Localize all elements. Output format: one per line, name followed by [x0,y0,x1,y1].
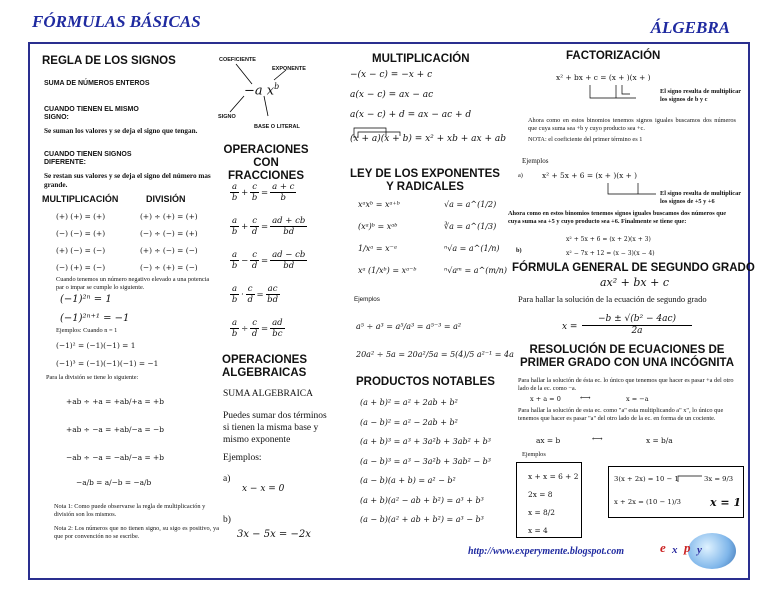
resolucion-examples: Ejemplos [522,451,546,458]
productos-list [360,398,491,535]
signos-div-eq-4: −a/b = a/−b = −a/b [76,478,152,487]
diagram-expression-text: −a x [244,83,275,99]
fraction-denominator: b [231,329,238,339]
signos-div-eq-1: +ab ÷ +a = +ab/+a = +b [66,397,164,406]
factorizacion-note-2: El signo resulta de multiplicar los signos de +5 y +6 [660,190,741,205]
diagram-label-base: BASE O LITERAL [254,124,300,130]
radical-law: √a = a^(1/2) [444,200,497,209]
diagram-arrow [230,96,244,112]
fraction-denominator: d [247,295,253,305]
signos-text-3: Se suman los valores y se deja el signo que tengan. [44,127,198,135]
fraction-numerator: ad [272,318,283,328]
algebraicas-subtitle: SUMA ALGEBRAICA [223,389,313,399]
fraction-denominator: bd [283,261,295,271]
algebraicas-text: Puedes sumar dos términos si tienen la misma base y mismo exponente [223,411,327,445]
foil-arrow [354,128,386,138]
fraction-denominator: d [251,261,258,271]
signos-text-6: Cuando tenemos un número negativo elevado a una potencia par o impar se cumple lo siguiente. [56,276,210,291]
fraction-rule [228,318,343,352]
resolucion-box-2-b: x + 2x = (10 − 1)/3 [614,498,681,506]
signos-text-4: CUANDO TIENEN SIGNOS DIFERENTE: [44,151,132,166]
producto-row: (a + b)(a² − ab + b²) = a³ + b³ [360,495,484,505]
multiplicacion-row: a(x − c) + d = ax − ac + d [350,110,472,120]
operator: = [260,221,269,232]
fraction-denominator: b [280,193,286,203]
factorizacion-examples: Ejemplos [522,157,549,165]
fraction-numerator: c [252,182,257,192]
site-logo [688,533,736,569]
resolucion-box-2-a: 3(x + 2x) = 10 − 1 [614,475,679,483]
fraction-numerator: a [232,250,238,260]
resolucion-title: RESOLUCIÓN DE ECUACIONES DE PRIMER GRADO CON UNA INCÓGNITA [519,344,735,369]
logo-mark-p: p [684,540,691,555]
fraction [270,182,296,203]
signos-eq-3: (−1)² = (−1)(−1) = 1 [56,341,136,350]
fraction [250,216,259,237]
fraction [230,216,239,237]
signos-nota-1: Nota 1: Como puede observarse la regla de multiplicación y división son los mismos. [54,503,206,518]
signos-div-row: (−) ÷ (−) = (+) [140,229,198,238]
producto-row: (a + b)² = a² + 2ab + b² [360,398,458,407]
producto-row: (a − b)² = a² − 2ab + b² [360,417,458,427]
fraction-denominator: bd [283,227,295,237]
resolucion-eq-2b: x = b/a [646,436,673,445]
logo-mark-y: y [697,544,702,556]
diagram-label-signo: SIGNO [218,114,236,120]
algebraicas-examples: Ejemplos: [223,453,262,463]
multiplicacion-row: (x + a)(x + b) = x² + xb + ax + ab [350,134,506,144]
sign-arrow [608,183,656,194]
signos-mult-table [56,212,105,280]
signos-div-row: (+) ÷ (+) = (+) [140,212,198,221]
operator: = [256,289,264,300]
algebraicas-title: OPERACIONES ALGEBRAICAS [222,354,307,379]
signos-div-eq-2: +ab ÷ −a = +ab/−a = −b [66,425,164,434]
resolucion-arrow-2: ⟷ [592,434,603,443]
algebraicas-label-b: b) [223,515,231,525]
producto-row: (a − b)(a² + ab + b²) = a³ − b³ [360,515,484,524]
fraction [230,284,239,305]
signos-div-eq-3: −ab ÷ −a = −ab/−a = +b [66,453,164,462]
radical-law: ⁿ√aᵐ = a^(m/n) [444,266,507,275]
producto-row: (a − b)(a + b) = a² − b² [360,476,456,485]
diagram-arrow [236,64,252,84]
fraction-denominator: b [231,193,238,203]
resolucion-arrow-1: ⟷ [580,393,591,402]
fraction-numerator: ad − cb [272,250,306,260]
diagram-expression [244,82,279,98]
diagram-arrow [264,96,268,116]
productos-title: PRODUCTOS NOTABLES [356,376,495,388]
signos-mult-row: (−) (+) = (−) [56,263,106,272]
resolucion-box-2-arrow [676,472,706,486]
fraction-rule [228,216,343,250]
operator: ÷ [241,323,249,334]
factorizacion-solution-1: x² + 5x + 6 = (x + 2)(x + 3) [566,236,651,243]
multiplicacion-title: MULTIPLICACIÓN [372,53,470,65]
resolucion-box-1-row: 2x = 8 [528,490,553,499]
resolucion-text-1: Para hallar la solución de ésta ec. lo único que tenemos que hacer es pasar +a del otro lado de la ec. como −a. [518,377,734,392]
fraction-denominator: b [231,295,238,305]
fraction-denominator: bc [272,329,283,339]
fraction-numerator: ad + cb [272,216,306,226]
general-denominator: 2a [631,326,643,336]
resolucion-eq-2a: ax = b [536,436,561,445]
signos-mult-header: MULTIPLICACIÓN [42,194,119,204]
fracciones-list [228,182,343,352]
signos-mult-row: (+) (+) = (+) [56,212,106,221]
resolucion-box-2-c: 3x = 9/3 [704,475,734,483]
operator: · [241,289,244,300]
sign-arrow [590,85,636,98]
algebraicas-eq-a: x − x = 0 [242,484,285,494]
resolucion-eq-1b: x = −a [626,395,649,403]
general-fraction [582,314,692,336]
fraction-numerator: a [232,318,238,328]
solve-arrow [678,476,702,482]
fraction-denominator: b [251,193,258,203]
general-x: x = [562,322,578,332]
exponent-law: (xᵃ)ᵇ = xᵃᵇ [358,222,398,231]
diagram-exponent: b [274,82,280,91]
foil-arrow [358,132,400,138]
signos-div-row: (+) ÷ (−) = (−) [140,246,198,255]
fraction-numerator: c [252,216,257,226]
radical-law: ∛a = a^(1/3) [444,222,497,231]
diagram-label-coef: COEFICIENTE [219,57,256,63]
sign-arrow [622,85,630,94]
resolucion-box-1-row: x = 4 [528,526,548,535]
fraction-denominator: b [231,261,238,271]
fraction [266,284,280,305]
fraction [230,318,239,339]
fraction-numerator: c [247,284,253,294]
producto-row: (a + b)³ = a³ + 3a²b + 3ab² + b³ [360,437,491,446]
diagram-label-exp: EXPONENTE [272,66,306,72]
signos-text-8: Para la división se tiene lo siguiente: [46,374,139,381]
operator: + [241,187,249,198]
fraction-numerator: a [232,182,238,192]
fraction-numerator: a + c [272,182,295,192]
exponentes-left [358,200,417,288]
fraction-numerator: c [252,318,257,328]
factorizacion-note: El signo resulta de multiplicar los signos de b y c [660,88,741,103]
factorizacion-solution-2: x² − 7x + 12 = (x − 3)(x − 4) [566,250,655,257]
fraction [250,250,259,271]
signos-div-header: DIVISIÓN [146,194,186,204]
signos-text-5: Se restan sus valores y se deja el signo del número mas grande. [44,172,211,189]
fraction-denominator: d [251,329,258,339]
fraction-numerator: a [232,216,238,226]
resolucion-box-2-d: x = 1 [710,496,742,509]
multiplicacion-arrows [348,124,418,150]
resolucion-box-1-list [528,472,578,544]
signos-mult-row: (−) (−) = (+) [56,229,106,238]
signos-title: REGLA DE LOS SIGNOS [42,55,176,67]
exponentes-examples: Ejemplos [354,296,380,303]
factorizacion-text-3: Ahora como en estos binomios tenemos signos iguales buscamos dos números que cuya suma sea +5 y cuyo producto sea +6. Finalmente se tiene que: [508,210,727,225]
signos-div-table [140,212,198,280]
factorizacion-example-a: x² + 5x + 6 = (x + )(x + ) [542,171,638,180]
fraction-denominator: d [251,227,258,237]
fraction [270,318,285,339]
signos-text-7: Ejemplos: Cuando n = 1 [56,327,118,334]
signos-nota-2: Nota 2: Los números que no tienen signo, su sigo es positivo, ya que por convención no se escribe. [54,525,219,540]
signos-mult-row: (+) (−) = (−) [56,246,106,255]
fraction [230,182,239,203]
exponentes-title: LEY DE LOS EXPONENTES Y RADICALES [350,168,500,193]
multiplicacion-row: a(x − c) = ax − ac [350,90,434,100]
exponent-law: 1/xᵃ = x⁻ᵃ [358,244,397,253]
signos-eq-2: (−1)²ⁿ⁺¹ = −1 [60,313,130,324]
signos-text-2: CUANDO TIENEN EL MISMO SIGNO: [44,106,139,121]
signos-eq-1: (−1)²ⁿ = 1 [60,294,112,305]
signos-eq-4: (−1)³ = (−1)(−1)(−1) = −1 [56,359,159,368]
header-title-right: ÁLGEBRA [650,18,730,37]
exponentes-right [444,200,507,288]
factorizacion-label-a: a) [518,172,523,179]
fracciones-title: OPERACIONES CON FRACCIONES [223,144,309,182]
signos-text-1: SUMA DE NÚMEROS ENTEROS [44,80,150,87]
exponent-law: xᵃxᵇ = xᵃ⁺ᵇ [358,200,400,209]
fraction [230,250,239,271]
operator: − [241,255,249,266]
fraction-rule [228,182,343,216]
factorizacion-text-1: Ahora como en estos binomios tenemos signos iguales buscamos dos números que cuya suma sea +b y cuyo producto sea +c. [528,117,736,132]
radical-law: ⁿ√a = a^(1/n) [444,244,500,253]
fraction [250,318,259,339]
logo-mark-x: x [672,544,678,556]
fraction-denominator: bd [267,295,279,305]
exponentes-example-2: 20a² ÷ 5a = 20a²/5a = 5(4)/5 a²⁻¹ = 4a [356,350,514,359]
resolucion-text-2: Para hallar la solución de esta ec. como "a" esta multiplicando a" x", lo único que tenemos que hacer es pasar "a" del otro lado de la ec. en forma de un cociente. [518,407,724,422]
fraction-denominator: b [231,227,238,237]
factorizacion-eq: x² + bx + c = (x + )(x + ) [556,73,651,82]
fraction [250,182,259,203]
general-title: FÓRMULA GENERAL DE SEGUNDO GRADO [512,262,755,274]
fraction-numerator: a [232,284,238,294]
general-text: Para hallar la solución de la ecuación de segundo grado [518,294,707,304]
fraction [270,250,307,271]
fraction-rule [228,250,343,284]
operator: = [260,323,269,334]
algebraicas-eq-b: 3x − 5x = −2x [237,529,311,540]
fraction [270,216,307,237]
exponent-law: xᵃ (1/xᵇ) = xᵃ⁻ᵇ [358,266,417,275]
footer-url[interactable]: http://www.experymente.blogspot.com [468,546,625,557]
general-numerator: −b ± √(b² − 4ac) [582,314,692,326]
header-title-left: FÓRMULAS BÁSICAS [32,12,201,31]
factorizacion-title: FACTORIZACIÓN [566,50,661,62]
factorizacion-text-2: NOTA: el coeficiente del primer término es 1 [528,136,643,143]
operator: + [241,221,249,232]
exponentes-example-1: a⁵ ÷ a³ = a⁵/a³ = a⁵⁻³ = a² [356,322,462,331]
operator: = [260,187,269,198]
fraction-numerator: c [252,250,257,260]
resolucion-box-1-row: x = 8/2 [528,508,555,517]
fraction [246,284,255,305]
operator: = [260,255,269,266]
general-equation: ax² + bx + c [600,276,669,289]
logo-mark-e: e [660,540,666,555]
factorizacion-label-b: b) [516,247,522,254]
signos-div-row: (−) ÷ (+) = (−) [140,263,198,272]
multiplicacion-row: −(x − c) = −x + c [350,70,433,80]
fraction-numerator: ac [267,284,278,294]
resolucion-eq-1a: x + a = 0 [530,395,561,403]
producto-row: (a − b)³ = a³ − 3a²b + 3ab² − b³ [360,456,491,466]
algebraicas-label-a: a) [223,474,231,484]
fraction-rule [228,284,343,318]
resolucion-box-1-row: x + x = 6 + 2 [528,472,579,481]
